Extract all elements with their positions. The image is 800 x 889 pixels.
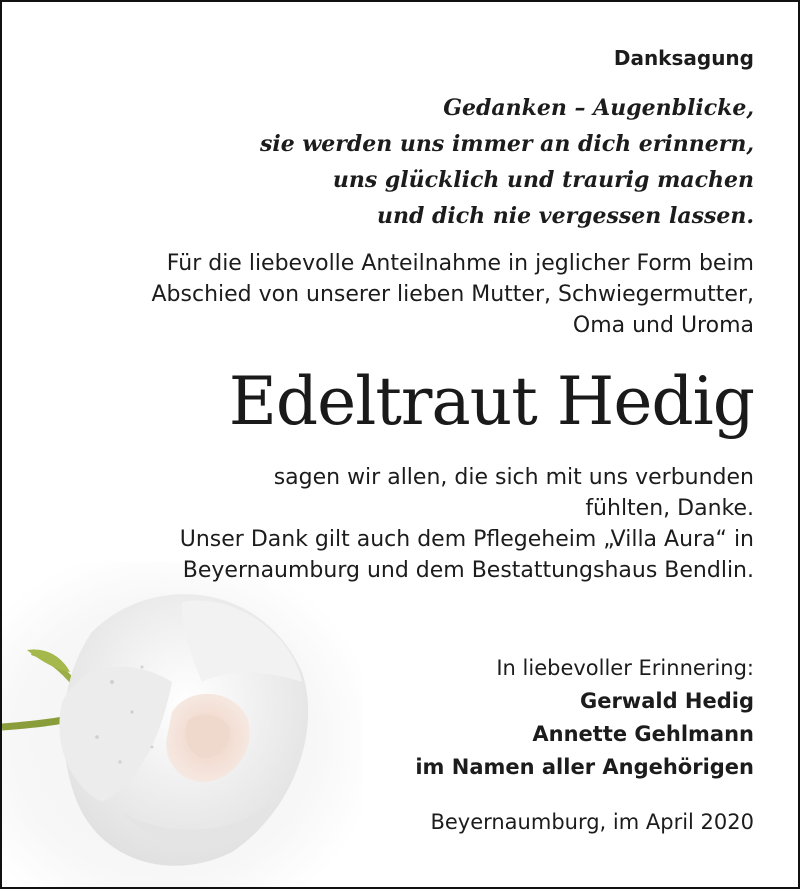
intro-line: Für die liebevolle Anteilnahme in jeglicher Form beim [166, 251, 754, 276]
heading-danksagung: Danksagung [613, 46, 754, 70]
deceased-name: Edeltraut Hedig [228, 363, 754, 440]
place-date: Beyernaumburg, im April 2020 [430, 810, 754, 834]
white-rose-image [2, 562, 362, 887]
intro-line: Abschied von unserer lieben Mutter, Schwiegermutter, [151, 282, 754, 307]
signatory: im Namen aller Angehörigen [415, 755, 754, 779]
signoff-intro: In liebevoller Erinnering: [496, 656, 754, 680]
thanks-line: Beyernaumburg und dem Bestattungshaus Bendlin. [182, 558, 754, 583]
poem-line: und dich nie vergessen lassen. [376, 203, 754, 229]
signoff [415, 652, 754, 784]
poem [260, 90, 754, 234]
thanks-line: sagen wir allen, die sich mit uns verbunden [273, 465, 754, 490]
poem-line: sie werden uns immer an dich erinnern, [259, 131, 754, 157]
intro-text [152, 248, 755, 341]
thanks-line: fühlten, Danke. [585, 496, 754, 521]
poem-line: Gedanken – Augenblicke, [443, 95, 754, 121]
thanks-text [180, 462, 754, 586]
poem-line: uns glücklich und traurig machen [332, 167, 754, 193]
signatory: Gerwald Hedig [579, 689, 754, 713]
thanks-line: Unser Dank gilt auch dem Pflegeheim „Villa Aura“ in [179, 527, 754, 552]
intro-line: Oma und Uroma [572, 313, 754, 338]
signatory: Annette Gehlmann [532, 722, 754, 746]
